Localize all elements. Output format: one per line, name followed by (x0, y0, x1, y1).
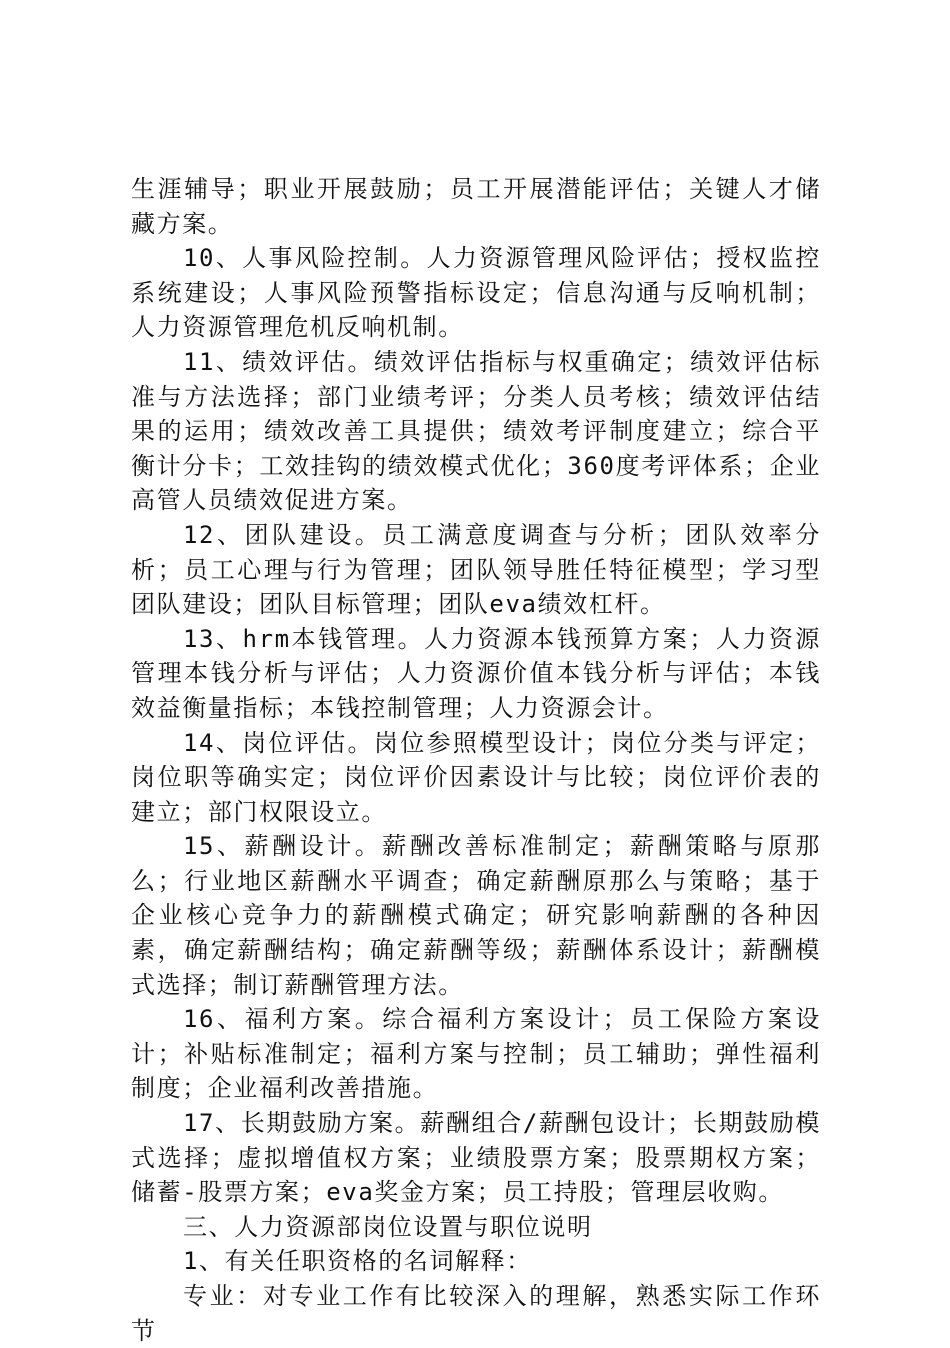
paragraph-11-performance: 11、绩效评估。绩效评估指标与权重确定；绩效评估标准与方法选择；部门业绩考评；分类人员考核；绩效评估结果的运用；绩效改善工具提供；绩效考评制度建立；综合平衡计分卡；工效挂钩的绩效模式优化；360度考评体系；企业高管人员绩效促进方案。 (131, 347, 821, 515)
paragraph-career-continuation: 生涯辅导；职业开展鼓励；员工开展潜能评估；关键人才储藏方案。 (131, 175, 821, 238)
document-body (131, 172, 821, 1348)
paragraph-15-compensation: 15、薪酬设计。薪酬改善标准制定；薪酬策略与原那么；行业地区薪酬水平调查；确定薪酬原那么与策略；基于企业核心竞争力的薪酬模式确定；研究影响薪酬的各种因素，确定薪酬结构；确定薪酬等级；薪酬体系设计；薪酬模式选择；制订薪酬管理方法。 (131, 832, 821, 999)
paragraph-16-benefits: 16、福利方案。综合福利方案设计；员工保险方案设计；补贴标准制定；福利方案与控制；员工辅助；弹性福利制度；企业福利改善措施。 (131, 1005, 821, 1103)
paragraph-professional-definition: 专业：对专业工作有比较深入的理解，熟悉实际工作环节 (131, 1282, 821, 1345)
subsection-heading-1: 1、有关任职资格的名词解释： (183, 1247, 532, 1276)
paragraph-10-personnel-risk: 10、人事风险控制。人力资源管理风险评估；授权监控系统建设；人事风险预警指标设定；信息沟通与反响机制；人力资源管理危机反响机制。 (131, 244, 821, 342)
paragraph-13-hrm-cost: 13、hrm本钱管理。人力资源本钱预算方案；人力资源管理本钱分析与评估；人力资源价值本钱分析与评估；本钱效益衡量指标；本钱控制管理；人力资源会计。 (131, 624, 821, 722)
section-heading-3: 三、人力资源部岗位设置与职位说明 (183, 1212, 593, 1241)
paragraph-12-team-building: 12、团队建设。员工满意度调查与分析；团队效率分析；员工心理与行为管理；团队领导胜任特征模型；学习型团队建设；团队目标管理；团队eva绩效杠杆。 (131, 520, 821, 619)
paragraph-17-long-term-incentive: 17、长期鼓励方案。薪酬组合/薪酬包设计；长期鼓励模式选择；虚拟增值权方案；业绩股票方案；股票期权方案；储蓄-股票方案；eva奖金方案；员工持股；管理层收购。 (131, 1109, 821, 1207)
paragraph-14-job-evaluation: 14、岗位评估。岗位参照模型设计；岗位分类与评定；岗位职等确实定；岗位评价因素设计与比较；岗位评价表的建立；部门权限设立。 (131, 728, 821, 826)
